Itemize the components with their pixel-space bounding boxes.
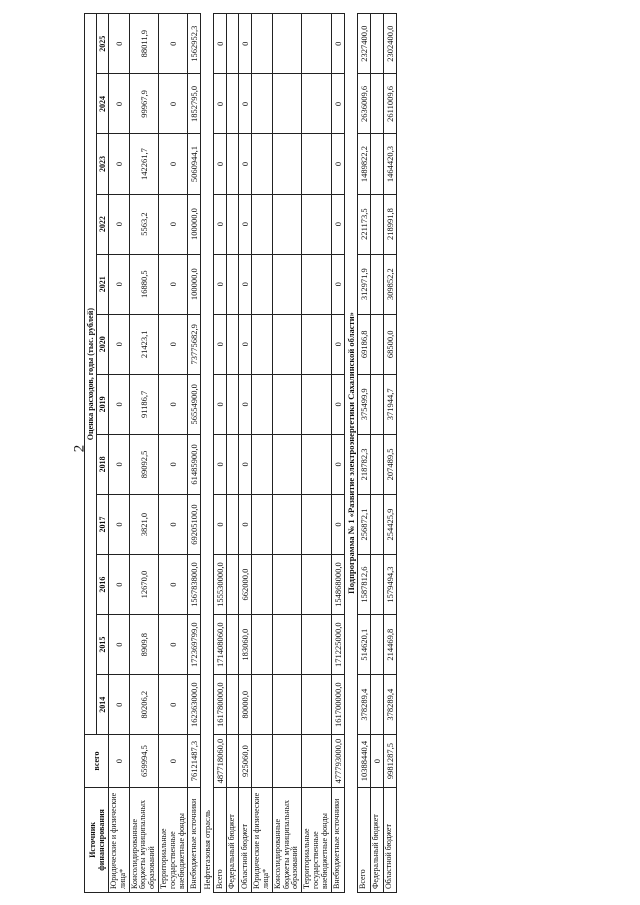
table-row xyxy=(158,14,187,893)
row-year-value xyxy=(227,314,239,374)
row-year-value: 1464420,3 xyxy=(383,134,396,194)
header-year: 2015 xyxy=(97,615,109,675)
row-year-value: 256872,1 xyxy=(357,494,370,554)
row-year-value: 0 xyxy=(109,675,130,735)
row-year-value: 8909,8 xyxy=(129,615,158,675)
table-row xyxy=(109,14,130,893)
row-year-value: 214469,8 xyxy=(383,615,396,675)
row-year-value xyxy=(227,134,239,194)
row-year-value xyxy=(302,194,331,254)
row-year-value: 0 xyxy=(109,134,130,194)
header-year: 2017 xyxy=(97,494,109,554)
row-year-value xyxy=(370,615,383,675)
table-row xyxy=(383,14,396,893)
row-year-value: 371944,7 xyxy=(383,374,396,434)
row-year-value xyxy=(227,494,239,554)
row-year-value: 309852,2 xyxy=(383,254,396,314)
row-year-value: 171408060,0 xyxy=(214,615,227,675)
row-label: Всего xyxy=(214,787,227,892)
row-year-value: 378289,4 xyxy=(383,675,396,735)
row-year-value xyxy=(272,74,301,134)
row-year-value: 0 xyxy=(109,14,130,74)
row-year-value: 3821,0 xyxy=(129,494,158,554)
table-row xyxy=(188,14,201,893)
row-year-value: 2611009,6 xyxy=(383,74,396,134)
row-year-value: 16880,5 xyxy=(129,254,158,314)
row-year-value: 2327400,0 xyxy=(357,14,370,74)
row-year-value: 0 xyxy=(239,14,252,74)
table-row xyxy=(239,14,252,893)
row-year-value xyxy=(227,675,239,735)
row-year-value: 0 xyxy=(158,615,187,675)
row-year-value: 0 xyxy=(158,134,187,194)
row-year-value: 69186,8 xyxy=(357,314,370,374)
header-year: 2024 xyxy=(97,74,109,134)
row-label: Юридические и физические лица* xyxy=(109,787,130,892)
row-year-value xyxy=(302,314,331,374)
header-estimate: Оценка расходов, годы (тыс. рублей) xyxy=(85,14,97,735)
row-year-value xyxy=(302,134,331,194)
row-label: Юридические и физические лица* xyxy=(252,787,273,892)
section-row xyxy=(344,14,357,893)
row-label: Территориальные государственные внебюджетные фонды xyxy=(302,787,331,892)
row-year-value: 221173,5 xyxy=(357,194,370,254)
row-year-value xyxy=(252,134,273,194)
row-year-value xyxy=(302,374,331,434)
row-year-value xyxy=(302,675,331,735)
table-body xyxy=(109,14,397,893)
row-year-value xyxy=(370,314,383,374)
row-year-value xyxy=(252,615,273,675)
row-year-value xyxy=(370,74,383,134)
row-year-value: 0 xyxy=(158,14,187,74)
row-year-value: 0 xyxy=(331,14,344,74)
table-row xyxy=(252,14,273,893)
row-year-value: 312971,9 xyxy=(357,254,370,314)
row-year-value: 0 xyxy=(109,615,130,675)
header-year: 2018 xyxy=(97,434,109,494)
row-year-value: 0 xyxy=(109,74,130,134)
row-year-value: 21423,1 xyxy=(129,314,158,374)
row-year-value: 61485900,0 xyxy=(188,434,201,494)
row-year-value xyxy=(252,494,273,554)
row-label: Всего xyxy=(357,787,370,892)
row-year-value xyxy=(370,14,383,74)
row-year-value: 254425,9 xyxy=(383,494,396,554)
row-year-value: 0 xyxy=(331,434,344,494)
row-year-value: 0 xyxy=(239,314,252,374)
rotated-table-container xyxy=(84,13,587,893)
row-label: Федеральный бюджет xyxy=(370,787,383,892)
row-year-value: 88011,9 xyxy=(129,14,158,74)
row-year-value xyxy=(302,434,331,494)
row-year-value xyxy=(252,555,273,615)
row-year-value: 162363000,0 xyxy=(188,675,201,735)
row-year-value xyxy=(227,194,239,254)
row-year-value: 68500,0 xyxy=(383,314,396,374)
row-year-value: 0 xyxy=(158,314,187,374)
row-year-value: 155530000,0 xyxy=(214,555,227,615)
row-year-value: 0 xyxy=(239,194,252,254)
row-year-value: 0 xyxy=(214,494,227,554)
row-total: 925060,0 xyxy=(239,735,252,788)
row-total: 477793000,0 xyxy=(331,735,344,788)
row-year-value: 0 xyxy=(214,314,227,374)
row-year-value xyxy=(272,194,301,254)
row-year-value xyxy=(272,494,301,554)
row-year-value: 1489822,2 xyxy=(357,134,370,194)
table-row xyxy=(227,14,239,893)
row-year-value xyxy=(370,555,383,615)
table-row xyxy=(214,14,227,893)
row-year-value: 56554900,0 xyxy=(188,374,201,434)
row-total: 9981287,5 xyxy=(383,735,396,788)
row-year-value: 2302400,0 xyxy=(383,14,396,74)
row-year-value: 0 xyxy=(331,494,344,554)
row-total: 487718060,0 xyxy=(214,735,227,788)
row-label: Консолидированные бюджеты муниципальных образований xyxy=(129,787,158,892)
header-year: 2016 xyxy=(97,555,109,615)
row-total: 76121487,3 xyxy=(188,735,201,788)
row-year-value: 1562952,3 xyxy=(188,14,201,74)
row-year-value: 5563,2 xyxy=(129,194,158,254)
row-year-value: 218782,3 xyxy=(357,434,370,494)
row-label: Областной бюджет xyxy=(383,787,396,892)
row-year-value xyxy=(272,555,301,615)
row-year-value xyxy=(272,434,301,494)
header-year: 2021 xyxy=(97,254,109,314)
row-year-value xyxy=(302,254,331,314)
row-year-value: 0 xyxy=(331,194,344,254)
row-year-value: 171225000,0 xyxy=(331,615,344,675)
table-row xyxy=(129,14,158,893)
row-year-value: 0 xyxy=(331,254,344,314)
table-row xyxy=(272,14,301,893)
row-total xyxy=(252,735,273,788)
row-label: Консолидированные бюджеты муниципальных образований xyxy=(272,787,301,892)
row-year-value xyxy=(370,134,383,194)
row-year-value: 0 xyxy=(158,194,187,254)
row-year-value xyxy=(302,615,331,675)
row-year-value xyxy=(272,314,301,374)
row-year-value: 183060,0 xyxy=(239,615,252,675)
row-year-value: 0 xyxy=(214,14,227,74)
row-year-value: 207489,5 xyxy=(383,434,396,494)
row-label: Федеральный бюджет xyxy=(227,787,239,892)
row-year-value: 378289,4 xyxy=(357,675,370,735)
row-year-value: 80000,0 xyxy=(239,675,252,735)
row-year-value: 100000,0 xyxy=(188,194,201,254)
row-year-value: 0 xyxy=(158,74,187,134)
section-row xyxy=(201,14,214,893)
row-total: 10388440,4 xyxy=(357,735,370,788)
table-row xyxy=(331,14,344,893)
row-year-value: 0 xyxy=(239,434,252,494)
table-row xyxy=(357,14,370,893)
row-year-value xyxy=(252,675,273,735)
row-year-value xyxy=(370,494,383,554)
row-year-value: 154868000,0 xyxy=(331,555,344,615)
row-year-value: 99967,9 xyxy=(129,74,158,134)
row-year-value xyxy=(302,494,331,554)
row-year-value: 0 xyxy=(109,555,130,615)
row-year-value xyxy=(227,14,239,74)
row-year-value xyxy=(272,14,301,74)
row-total: 0 xyxy=(158,735,187,788)
header-year: 2023 xyxy=(97,134,109,194)
header-year: 2019 xyxy=(97,374,109,434)
row-year-value xyxy=(252,314,273,374)
table-row xyxy=(370,14,383,893)
header-total: всего xyxy=(85,735,109,788)
row-total: 659994,5 xyxy=(129,735,158,788)
row-year-value: 0 xyxy=(109,194,130,254)
row-year-value: 73775682,9 xyxy=(188,314,201,374)
row-year-value xyxy=(227,615,239,675)
row-label: Внебюджетные источники xyxy=(331,787,344,892)
row-year-value: 1579494,3 xyxy=(383,555,396,615)
row-year-value xyxy=(272,374,301,434)
row-year-value: 1852795,0 xyxy=(188,74,201,134)
row-year-value: 0 xyxy=(239,74,252,134)
row-year-value: 0 xyxy=(331,374,344,434)
row-year-value xyxy=(302,74,331,134)
row-year-value xyxy=(252,374,273,434)
row-year-value: 0 xyxy=(158,494,187,554)
row-year-value: 161780000,0 xyxy=(214,675,227,735)
row-label: Областной бюджет xyxy=(239,787,252,892)
row-total: 0 xyxy=(370,735,383,788)
row-year-value xyxy=(272,254,301,314)
row-year-value: 1587812,6 xyxy=(357,555,370,615)
row-year-value: 0 xyxy=(331,134,344,194)
row-year-value: 514620,1 xyxy=(357,615,370,675)
row-year-value: 0 xyxy=(214,134,227,194)
row-year-value: 0 xyxy=(214,74,227,134)
row-label: Территориальные государственные внебюджетные фонды xyxy=(158,787,187,892)
header-source: Источник финансирования xyxy=(85,787,109,892)
row-year-value xyxy=(370,675,383,735)
row-year-value: 12670,0 xyxy=(129,555,158,615)
table-row xyxy=(302,14,331,893)
row-total xyxy=(227,735,239,788)
row-year-value: 156783800,0 xyxy=(188,555,201,615)
section-title: Подпрограмма № 1 «Развитие электроэнергетики Сахалинской области» xyxy=(344,14,357,893)
row-year-value: 5060944,1 xyxy=(188,134,201,194)
row-year-value: 0 xyxy=(109,254,130,314)
row-year-value: 0 xyxy=(239,254,252,314)
row-year-value: 69205100,0 xyxy=(188,494,201,554)
row-year-value: 80206,2 xyxy=(129,675,158,735)
row-year-value: 218991,8 xyxy=(383,194,396,254)
row-year-value xyxy=(272,675,301,735)
row-year-value: 0 xyxy=(214,254,227,314)
row-year-value: 375499,9 xyxy=(357,374,370,434)
row-year-value: 0 xyxy=(214,194,227,254)
row-year-value: 172369799,0 xyxy=(188,615,201,675)
row-year-value: 161700000,0 xyxy=(331,675,344,735)
row-total xyxy=(272,735,301,788)
row-year-value xyxy=(252,194,273,254)
header-year: 2022 xyxy=(97,194,109,254)
section-title: Нефтегазовая отрасль xyxy=(201,14,214,893)
row-year-value: 0 xyxy=(214,434,227,494)
row-year-value xyxy=(302,14,331,74)
row-year-value: 0 xyxy=(158,675,187,735)
row-year-value xyxy=(252,74,273,134)
row-year-value xyxy=(272,615,301,675)
row-year-value: 100000,0 xyxy=(188,254,201,314)
row-year-value xyxy=(227,555,239,615)
row-year-value: 2636009,6 xyxy=(357,74,370,134)
row-year-value xyxy=(227,374,239,434)
page-number: 2 xyxy=(71,444,88,453)
row-year-value xyxy=(252,434,273,494)
row-year-value: 0 xyxy=(109,494,130,554)
row-year-value: 0 xyxy=(158,555,187,615)
row-year-value: 91186,7 xyxy=(129,374,158,434)
row-year-value: 0 xyxy=(214,374,227,434)
row-year-value: 142261,7 xyxy=(129,134,158,194)
row-year-value: 0 xyxy=(331,74,344,134)
row-year-value xyxy=(272,134,301,194)
row-year-value xyxy=(227,254,239,314)
row-year-value: 0 xyxy=(239,494,252,554)
row-year-value: 0 xyxy=(239,374,252,434)
row-year-value: 0 xyxy=(109,434,130,494)
row-year-value: 0 xyxy=(109,314,130,374)
row-year-value xyxy=(370,434,383,494)
row-year-value xyxy=(252,14,273,74)
row-year-value: 662000,0 xyxy=(239,555,252,615)
header-year: 2014 xyxy=(97,675,109,735)
header-year: 2025 xyxy=(97,14,109,74)
row-total: 0 xyxy=(109,735,130,788)
row-year-value xyxy=(370,194,383,254)
row-label: Внебюджетные источники xyxy=(188,787,201,892)
header-year: 2020 xyxy=(97,314,109,374)
row-year-value: 0 xyxy=(331,314,344,374)
row-total xyxy=(302,735,331,788)
budget-table xyxy=(84,13,397,893)
row-year-value: 89092,5 xyxy=(129,434,158,494)
row-year-value xyxy=(252,254,273,314)
row-year-value: 0 xyxy=(239,134,252,194)
row-year-value xyxy=(370,254,383,314)
row-year-value: 0 xyxy=(158,254,187,314)
row-year-value xyxy=(227,74,239,134)
row-year-value xyxy=(227,434,239,494)
row-year-value xyxy=(370,374,383,434)
row-year-value: 0 xyxy=(109,374,130,434)
row-year-value: 0 xyxy=(158,434,187,494)
row-year-value: 0 xyxy=(158,374,187,434)
row-year-value xyxy=(302,555,331,615)
